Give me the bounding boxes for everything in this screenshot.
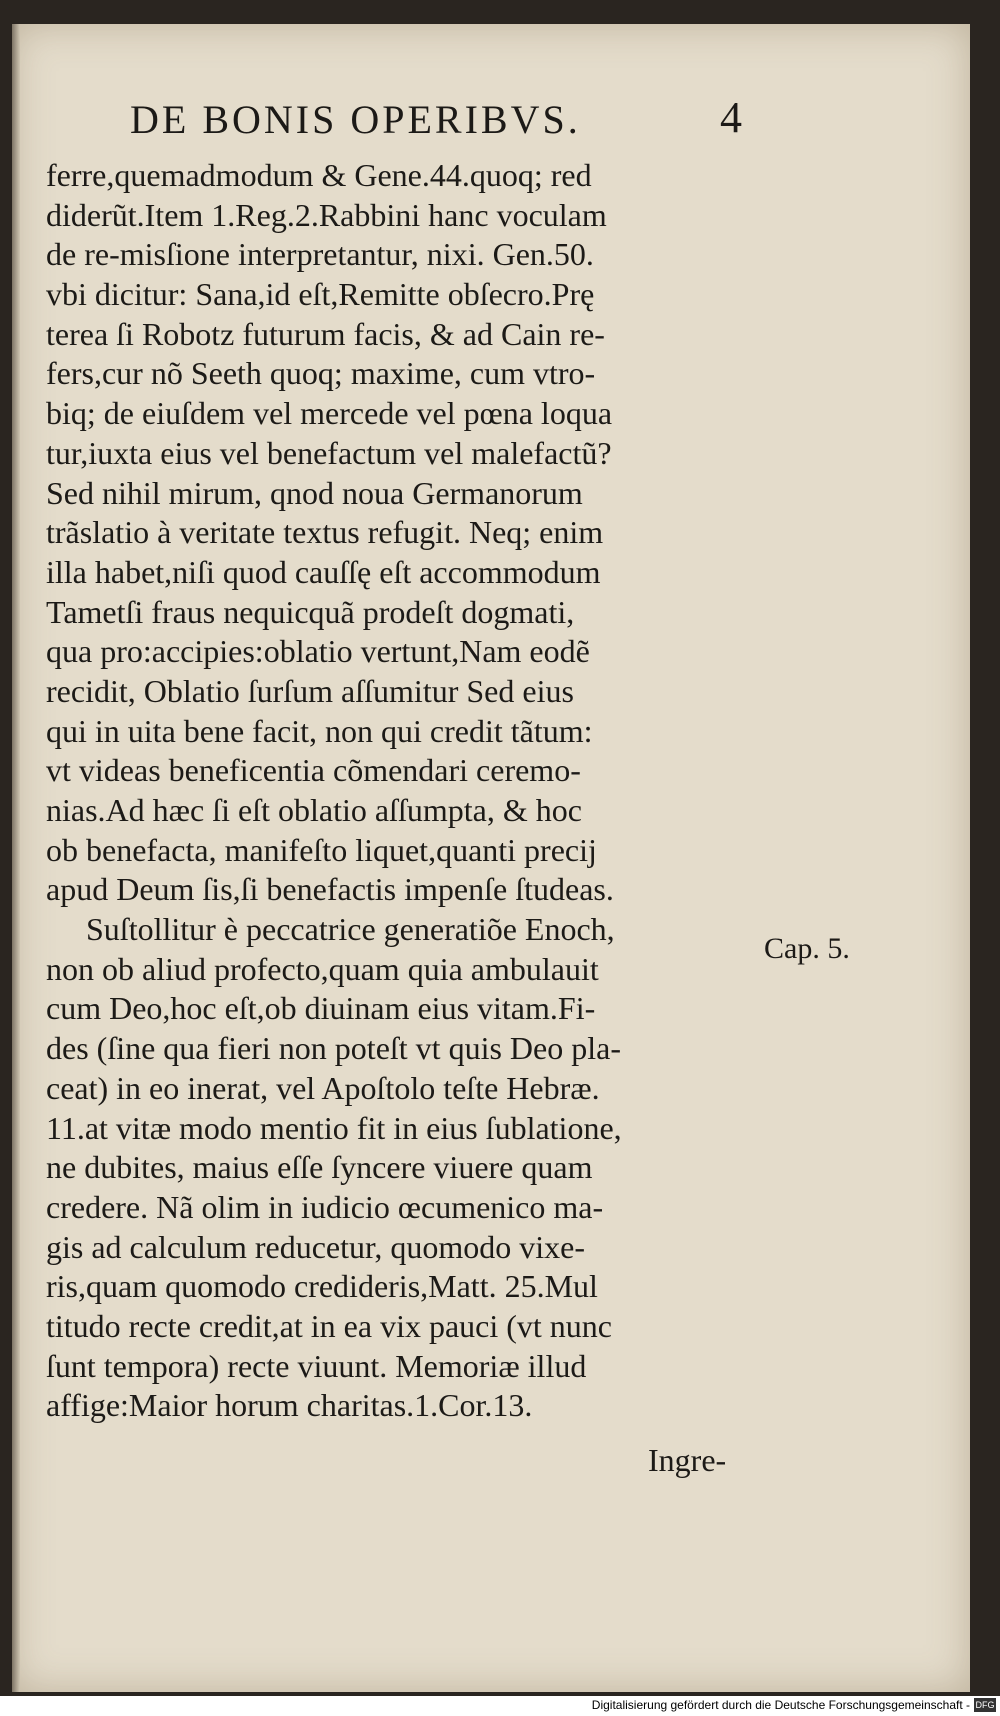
body-text <box>46 156 786 1426</box>
text-line: affige:Maior horum charitas.1.Cor.13. <box>46 1387 533 1424</box>
text-line: qui in uita bene facit, non qui credit tãtum: <box>46 712 593 749</box>
text-line: ris,quam quomodo credideris,Matt. 25.Mul <box>46 1268 598 1305</box>
text-line: diderũt.Item 1.Reg.2.Rabbini hanc voculam <box>46 196 607 233</box>
page-header <box>130 86 770 156</box>
text-line: cum Deo,hoc eſt,ob diuinam eius vitam.Fi- <box>46 990 596 1027</box>
dfg-logo-icon: DFG <box>975 1700 995 1710</box>
text-line: tur,iuxta eius vel benefactum vel malefactũ? <box>46 434 612 471</box>
text-line: illa habet,niſi quod cauſſę eſt accommodum <box>46 553 601 590</box>
book-page <box>12 24 970 1692</box>
text-line: recidit, Oblatio ſurſum aſſumitur Sed eius <box>46 672 574 709</box>
catchword: Ingre- <box>648 1442 727 1478</box>
page-gutter-edge <box>12 24 20 1692</box>
running-head: DE BONIS OPERIBVS. <box>130 97 581 142</box>
text-line: fers,cur nõ Seeth quoq; maxime, cum vtro- <box>46 355 596 392</box>
text-line: nias.Ad hæc ſi eſt oblatio aſſumpta, & hoc <box>46 792 582 828</box>
text-line: ceat) in eo inerat, vel Apoſtolo teſte Hebræ. <box>46 1069 600 1106</box>
text-line: vt videas beneficentia cõmendari ceremo- <box>46 752 581 789</box>
text-line: apud Deum ſis,ſi benefactis impenſe ſtudeas. <box>46 871 614 908</box>
text-line: Suſtollitur è peccatrice generatiõe Enoch, <box>86 911 615 948</box>
text-line: des (ſine qua fieri non poteſt vt quis Deo pla- <box>46 1030 621 1067</box>
text-line: trãslatio à veritate textus refugit. Neq; enim <box>46 514 604 551</box>
text-line: ne dubites, maius eſſe ſyncere viuere quam <box>46 1149 593 1186</box>
funding-notice: Digitalisierung gefördert durch die Deutsche Forschungsgemeinschaft - <box>591 1698 970 1712</box>
marginal-note: Cap. 5. <box>764 932 850 965</box>
text-line: Sed nihil mirum, qnod noua Germanorum <box>46 474 583 511</box>
text-line: biq; de eiuſdem vel mercede vel pœna loqua <box>46 395 613 432</box>
text-line: terea ſi Robotz futurum facis, & ad Cain re- <box>46 315 605 352</box>
text-line: ſunt tempora) recte viuunt. Memoriæ illud <box>46 1347 587 1384</box>
text-line: gis ad calculum reducetur, quomodo vixe- <box>46 1228 585 1265</box>
text-line: vbi dicitur: Sana,id eſt,Remitte obſecro.Prę <box>46 276 595 313</box>
text-line: titudo recte credit,at in ea vix pauci (vt nunc <box>46 1307 612 1344</box>
text-line: de re-misſione interpretantur, nixi. Gen.50. <box>46 236 594 273</box>
text-line: qua pro:accipies:oblatio vertunt,Nam eodẽ <box>46 633 590 670</box>
text-line: 11.at vitæ modo mentio fit in eius ſublatione, <box>46 1109 622 1146</box>
text-line: non ob aliud profecto,quam quia ambulauit <box>46 950 599 987</box>
page-number: 4 <box>720 93 742 142</box>
text-line: ob benefacta, manifeſto liquet,quanti precij <box>46 831 597 868</box>
text-line: ferre,quemadmodum & Gene.44.quoq; red <box>46 157 592 193</box>
footer-strip <box>0 1696 1000 1716</box>
text-line: Tametſi fraus nequicquã prodeſt dogmati, <box>46 593 575 630</box>
text-line: credere. Nã olim in iudicio œcumenico ma- <box>46 1188 604 1225</box>
